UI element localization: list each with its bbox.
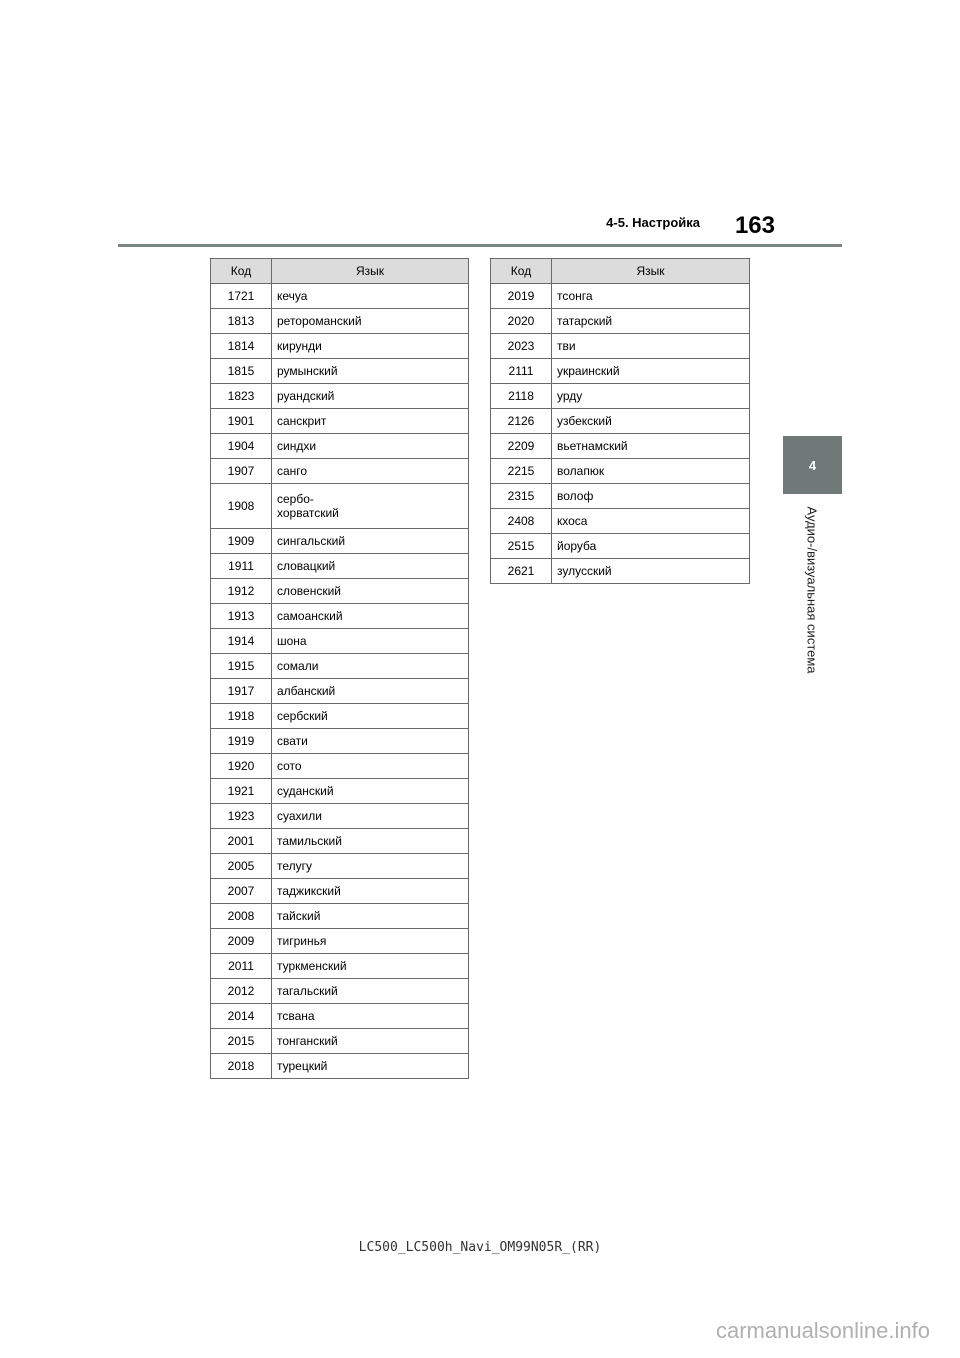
manual-code: LC500_LC500h_Navi_OM99N05R_(RR): [358, 1240, 602, 1255]
language-code-cell: 2111: [491, 359, 552, 384]
table-row: [211, 384, 469, 409]
table-row: [211, 334, 469, 359]
language-code-cell: 2209: [491, 434, 552, 459]
language-name-cell: турецкий: [272, 1054, 469, 1079]
table-row: [211, 954, 469, 979]
table-row: [491, 434, 750, 459]
table-row: [491, 559, 750, 584]
language-code-cell: 2020: [491, 309, 552, 334]
language-name-cell: кечуа: [272, 284, 469, 309]
table-row: [211, 604, 469, 629]
table-row: [211, 704, 469, 729]
language-name-cell: санго: [272, 459, 469, 484]
table-row: [491, 284, 750, 309]
language-code-table-left: [210, 258, 469, 1079]
table-row: [211, 1029, 469, 1054]
table-row: [211, 629, 469, 654]
language-name-cell: свати: [272, 729, 469, 754]
language-name-cell: зулусский: [552, 559, 750, 584]
language-code-cell: 2023: [491, 334, 552, 359]
language-name-cell: сербо- хорватский: [272, 484, 469, 529]
table-row: [211, 529, 469, 554]
language-code-cell: 2007: [211, 879, 272, 904]
table-row: [211, 729, 469, 754]
language-code-cell: 2315: [491, 484, 552, 509]
chapter-title: Аудио-/визуальная система: [804, 506, 820, 674]
table-row: [211, 309, 469, 334]
table-row: [211, 1004, 469, 1029]
language-name-cell: тви: [552, 334, 750, 359]
table-row: [211, 979, 469, 1004]
language-code-cell: 2118: [491, 384, 552, 409]
language-name-cell: ретороманский: [272, 309, 469, 334]
language-name-cell: украинский: [552, 359, 750, 384]
table-row: [211, 459, 469, 484]
table-row: [211, 654, 469, 679]
language-name-cell: телугу: [272, 854, 469, 879]
language-name-cell: тайский: [272, 904, 469, 929]
language-code-cell: 1901: [211, 409, 272, 434]
language-code-cell: 1921: [211, 779, 272, 804]
language-code-cell: 2014: [211, 1004, 272, 1029]
table-row: [491, 384, 750, 409]
language-code-cell: 1915: [211, 654, 272, 679]
table-row: [211, 904, 469, 929]
language-name-cell: суданский: [272, 779, 469, 804]
language-name-cell: сомали: [272, 654, 469, 679]
language-name-cell: урду: [552, 384, 750, 409]
language-code-cell: 2008: [211, 904, 272, 929]
table-row: [211, 929, 469, 954]
language-name-cell: йоруба: [552, 534, 750, 559]
language-code-cell: 2126: [491, 409, 552, 434]
table-row: [491, 509, 750, 534]
language-name-cell: санскрит: [272, 409, 469, 434]
language-name-cell: тамильский: [272, 829, 469, 854]
language-name-cell: вьетнамский: [552, 434, 750, 459]
language-name-cell: волапюк: [552, 459, 750, 484]
table-row: [211, 779, 469, 804]
language-name-cell: тигринья: [272, 929, 469, 954]
language-name-cell: таджикский: [272, 879, 469, 904]
table-row: [211, 879, 469, 904]
language-code-cell: 2215: [491, 459, 552, 484]
language-code-cell: 2515: [491, 534, 552, 559]
language-name-cell: туркменский: [272, 954, 469, 979]
language-name-cell: тонганский: [272, 1029, 469, 1054]
table-row: [211, 829, 469, 854]
language-code-cell: 1920: [211, 754, 272, 779]
table-row: [491, 484, 750, 509]
language-name-cell: словацкий: [272, 554, 469, 579]
table-header-row: [211, 259, 469, 284]
language-name-cell: тсвана: [272, 1004, 469, 1029]
language-code-cell: 1917: [211, 679, 272, 704]
language-name-cell: татарский: [552, 309, 750, 334]
language-code-cell: 1923: [211, 804, 272, 829]
language-name-cell: албанский: [272, 679, 469, 704]
table-row: [211, 1054, 469, 1079]
language-name-cell: волоф: [552, 484, 750, 509]
language-code-table-right: [490, 258, 750, 584]
language-code-cell: 1823: [211, 384, 272, 409]
language-code-cell: 2001: [211, 829, 272, 854]
section-title: 4-5. Настройка: [606, 215, 700, 230]
language-code-cell: 1813: [211, 309, 272, 334]
table-row: [211, 434, 469, 459]
language-code-cell: 1721: [211, 284, 272, 309]
language-code-cell: 2005: [211, 854, 272, 879]
language-code-cell: 2012: [211, 979, 272, 1004]
table-header-row: [491, 259, 750, 284]
language-code-cell: 1907: [211, 459, 272, 484]
language-name-cell: узбекский: [552, 409, 750, 434]
language-code-cell: 1918: [211, 704, 272, 729]
language-name-cell: самоанский: [272, 604, 469, 629]
language-code-cell: 2621: [491, 559, 552, 584]
table-row: [491, 334, 750, 359]
language-name-cell: тсонга: [552, 284, 750, 309]
language-code-cell: 1912: [211, 579, 272, 604]
language-name-cell: сингальский: [272, 529, 469, 554]
language-code-cell: 1913: [211, 604, 272, 629]
language-name-cell: тагальский: [272, 979, 469, 1004]
watermark-text: carmanualsonline.info: [715, 1318, 930, 1343]
language-code-cell: 1815: [211, 359, 272, 384]
language-code-cell: 2015: [211, 1029, 272, 1054]
language-code-cell: 2009: [211, 929, 272, 954]
language-code-cell: 1914: [211, 629, 272, 654]
table-row: [491, 534, 750, 559]
language-name-cell: сербский: [272, 704, 469, 729]
language-name-cell: румынский: [272, 359, 469, 384]
table-row: [211, 679, 469, 704]
language-code-cell: 1909: [211, 529, 272, 554]
language-name-cell: кхоса: [552, 509, 750, 534]
page-number: 163: [734, 212, 775, 239]
column-header-language: Язык: [272, 259, 469, 284]
table-row: [491, 409, 750, 434]
language-code-cell: 1904: [211, 434, 272, 459]
language-name-cell: кирунди: [272, 334, 469, 359]
chapter-tab[interactable]: [783, 436, 842, 494]
language-name-cell: суахили: [272, 804, 469, 829]
header-divider: [118, 244, 842, 247]
table-row: [211, 284, 469, 309]
chapter-number: 4: [808, 457, 817, 473]
column-header-language: Язык: [552, 259, 750, 284]
table-row: [211, 754, 469, 779]
table-row: [211, 579, 469, 604]
table-row: [211, 854, 469, 879]
language-code-cell: 2019: [491, 284, 552, 309]
language-code-cell: 2408: [491, 509, 552, 534]
language-name-cell: шона: [272, 629, 469, 654]
table-row: [491, 359, 750, 384]
column-header-code: Код: [211, 259, 272, 284]
language-code-cell: 2018: [211, 1054, 272, 1079]
column-header-code: Код: [491, 259, 552, 284]
language-name-cell: сото: [272, 754, 469, 779]
table-row: [211, 804, 469, 829]
language-name-cell: руандский: [272, 384, 469, 409]
language-code-cell: 1911: [211, 554, 272, 579]
table-row: [491, 459, 750, 484]
language-code-cell: 1814: [211, 334, 272, 359]
language-name-cell: синдхи: [272, 434, 469, 459]
language-code-cell: 1919: [211, 729, 272, 754]
language-name-cell: словенский: [272, 579, 469, 604]
language-code-cell: 1908: [211, 484, 272, 529]
table-row: [491, 309, 750, 334]
table-row: [211, 359, 469, 384]
table-row: [211, 409, 469, 434]
table-row: [211, 554, 469, 579]
table-row: [211, 484, 469, 529]
language-code-cell: 2011: [211, 954, 272, 979]
